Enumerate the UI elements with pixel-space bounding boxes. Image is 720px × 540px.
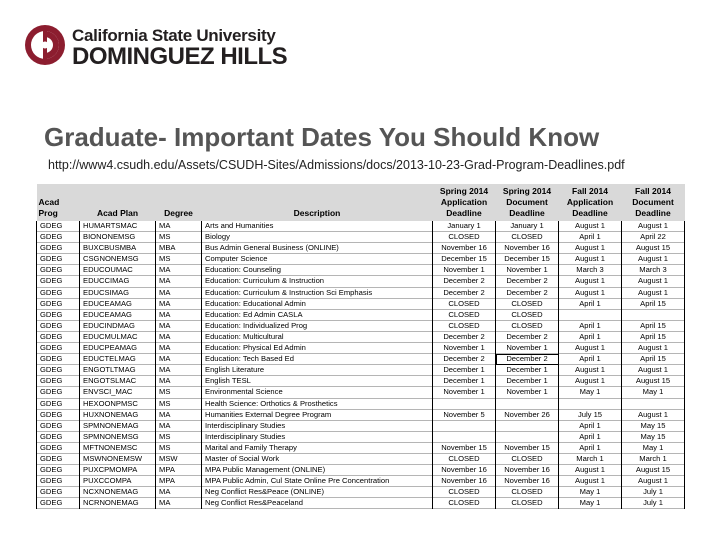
table-cell: MA	[156, 320, 202, 331]
table-row	[37, 431, 685, 442]
table-cell: May 15	[622, 420, 685, 431]
table-cell: April 15	[622, 354, 685, 365]
table-cell: EDUCTELMAG	[80, 354, 156, 365]
table-cell: November 16	[433, 476, 496, 487]
table-row	[37, 343, 685, 354]
table-cell: August 1	[559, 221, 622, 232]
table-cell: Education: Individualized Prog	[202, 320, 433, 331]
table-cell: November 16	[496, 476, 559, 487]
table-cell: CLOSED	[433, 498, 496, 509]
table-cell: CLOSED	[433, 320, 496, 331]
table-cell: March 1	[559, 453, 622, 464]
table-cell: November 5	[433, 409, 496, 420]
table-cell: Education: Educational Admin	[202, 298, 433, 309]
table-cell: GDEG	[37, 331, 80, 342]
table-cell: GDEG	[37, 276, 80, 287]
table-cell: MA	[156, 365, 202, 376]
column-header-line: Degree	[164, 208, 193, 218]
university-seal-icon	[24, 24, 66, 66]
table-cell: GDEG	[37, 453, 80, 464]
table-cell: MS	[156, 431, 202, 442]
table-cell: GDEG	[37, 420, 80, 431]
table-cell: April 22	[622, 232, 685, 243]
table-cell: Education: Ed Admin CASLA	[202, 309, 433, 320]
table-row	[37, 387, 685, 398]
table-cell: December 2	[496, 276, 559, 287]
table-cell: August 1	[559, 343, 622, 354]
table-cell: MA	[156, 409, 202, 420]
table-cell: May 1	[622, 387, 685, 398]
table-cell: December 2	[496, 354, 559, 365]
table-cell: EDUCPEAMAG	[80, 343, 156, 354]
table-cell: ENVSCI_MAC	[80, 387, 156, 398]
table-cell: GDEG	[37, 431, 80, 442]
table-cell: GDEG	[37, 365, 80, 376]
table-cell: Health Science: Orthotics & Prosthetics	[202, 398, 433, 409]
column-header-line: Application	[566, 197, 614, 207]
table-cell: MS	[156, 232, 202, 243]
page-title: Graduate- Important Dates You Should Know	[44, 122, 600, 152]
table-cell: ENGOTLTMAG	[80, 365, 156, 376]
table-cell: CLOSED	[496, 453, 559, 464]
table-cell: December 1	[433, 376, 496, 387]
table-cell	[433, 398, 496, 409]
table-cell: Arts and Humanities	[202, 221, 433, 232]
table-cell: GDEG	[37, 387, 80, 398]
table-row	[37, 498, 685, 509]
table-cell: CLOSED	[496, 487, 559, 498]
table-cell: December 2	[433, 287, 496, 298]
table-cell: Environmental Science	[202, 387, 433, 398]
table-cell: August 1	[622, 254, 685, 265]
table-cell: GDEG	[37, 442, 80, 453]
table-cell: November 1	[433, 265, 496, 276]
table-cell: August 1	[559, 254, 622, 265]
table-cell: GDEG	[37, 243, 80, 254]
table-cell: SPMNONEMAG	[80, 420, 156, 431]
table-cell	[496, 398, 559, 409]
table-cell: GDEG	[37, 409, 80, 420]
table-cell: August 1	[559, 243, 622, 254]
table-cell: GDEG	[37, 309, 80, 320]
table-cell: November 1	[433, 343, 496, 354]
table-row	[37, 365, 685, 376]
table-cell: August 1	[559, 365, 622, 376]
table-cell: MA	[156, 343, 202, 354]
column-header-line: Spring 2014	[439, 186, 489, 196]
table-cell: CLOSED	[496, 298, 559, 309]
table-row	[37, 298, 685, 309]
table-cell: May 15	[622, 431, 685, 442]
table-cell: March 3	[622, 265, 685, 276]
table-cell: MA	[156, 331, 202, 342]
column-header-line: Fall 2014	[635, 186, 671, 196]
table-cell: November 15	[433, 442, 496, 453]
column-header-line: Deadline	[572, 208, 608, 218]
table-cell: NCXNONEMAG	[80, 487, 156, 498]
table-row	[37, 487, 685, 498]
table-cell: Bus Admin General Business (ONLINE)	[202, 243, 433, 254]
table-cell: GDEG	[37, 254, 80, 265]
table-cell: MS	[156, 387, 202, 398]
table-row	[37, 309, 685, 320]
table-cell: CLOSED	[433, 453, 496, 464]
table-cell: August 1	[559, 376, 622, 387]
table-cell: January 1	[496, 221, 559, 232]
table-cell: December 2	[433, 331, 496, 342]
table-cell: April 1	[559, 354, 622, 365]
table-cell: August 15	[622, 243, 685, 254]
table-cell: July 15	[559, 409, 622, 420]
table-cell: August 1	[559, 465, 622, 476]
table-cell: SPMNONEMSG	[80, 431, 156, 442]
table-cell: English Literature	[202, 365, 433, 376]
table-cell: GDEG	[37, 376, 80, 387]
table-cell: CLOSED	[433, 298, 496, 309]
table-cell: December 15	[496, 254, 559, 265]
table-cell: CLOSED	[496, 320, 559, 331]
table-header-row	[37, 184, 685, 221]
table-cell: English TESL	[202, 376, 433, 387]
table-cell: May 1	[559, 387, 622, 398]
table-cell: July 1	[622, 498, 685, 509]
table-cell: MSW	[156, 453, 202, 464]
column-header-line: Deadline	[509, 208, 545, 218]
column-header-line: Deadline	[635, 208, 671, 218]
table-cell: MPA Public Admin, Cul State Online Pre Concentration	[202, 476, 433, 487]
table-cell: MS	[156, 254, 202, 265]
table-cell: August 1	[559, 276, 622, 287]
table-cell: November 1	[496, 343, 559, 354]
table-cell: GDEG	[37, 354, 80, 365]
table-row	[37, 409, 685, 420]
table-cell: December 2	[496, 287, 559, 298]
table-cell: MA	[156, 309, 202, 320]
column-header-line: Document	[506, 197, 548, 207]
column-header	[156, 184, 202, 221]
table-cell: August 1	[622, 365, 685, 376]
table-cell: Interdisciplinary Studies	[202, 420, 433, 431]
table-row	[37, 331, 685, 342]
table-cell: MBA	[156, 243, 202, 254]
table-cell: January 1	[433, 221, 496, 232]
table-cell: November 1	[496, 387, 559, 398]
table-cell	[433, 431, 496, 442]
table-cell: May 1	[559, 487, 622, 498]
table-cell: March 3	[559, 265, 622, 276]
table-row	[37, 398, 685, 409]
table-cell: MPA	[156, 476, 202, 487]
table-row	[37, 232, 685, 243]
table-cell: MA	[156, 276, 202, 287]
table-row	[37, 320, 685, 331]
table-cell: August 1	[622, 409, 685, 420]
table-row	[37, 376, 685, 387]
table-cell: Humanities External Degree Program	[202, 409, 433, 420]
table-cell: Education: Curriculum & Instruction Sci Emphasis	[202, 287, 433, 298]
table-cell: Education: Curriculum & Instruction	[202, 276, 433, 287]
table-cell: PUXCPMOMPA	[80, 465, 156, 476]
logo-campus-name: DOMINGUEZ HILLS	[72, 43, 288, 70]
deadlines-table-container	[36, 184, 684, 508]
column-header	[37, 184, 80, 221]
table-cell: CLOSED	[496, 232, 559, 243]
table-cell	[622, 398, 685, 409]
table-cell: August 1	[559, 476, 622, 487]
table-row	[37, 254, 685, 265]
column-header-line: Prog	[38, 208, 58, 218]
table-cell	[496, 420, 559, 431]
column-header-line: Application	[440, 197, 488, 207]
table-cell: GDEG	[37, 498, 80, 509]
table-cell: April 15	[622, 320, 685, 331]
table-cell: CSGNONEMSG	[80, 254, 156, 265]
column-header-line: Description	[293, 208, 341, 218]
column-header	[496, 184, 559, 221]
table-cell: EDUCMULMAC	[80, 331, 156, 342]
table-row	[37, 287, 685, 298]
source-link[interactable]: http://www4.csudh.edu/Assets/CSUDH-Sites/Admissions/docs/2013-10-23-Grad-Program-Deadlines.pdf	[48, 158, 625, 172]
column-header	[80, 184, 156, 221]
table-cell: CLOSED	[496, 498, 559, 509]
table-cell: December 15	[433, 254, 496, 265]
table-cell: MA	[156, 221, 202, 232]
table-cell: MSWNONEMSW	[80, 453, 156, 464]
table-cell: BIONONEMSG	[80, 232, 156, 243]
table-cell	[559, 309, 622, 320]
table-cell: HEXOONPMSC	[80, 398, 156, 409]
table-cell: GDEG	[37, 476, 80, 487]
table-cell: CLOSED	[433, 309, 496, 320]
column-header-line: Deadline	[446, 208, 482, 218]
table-cell: November 15	[496, 442, 559, 453]
column-header-line: Spring 2014	[502, 186, 552, 196]
table-cell: EDUCEAMAG	[80, 309, 156, 320]
table-row	[37, 221, 685, 232]
table-cell: GDEG	[37, 221, 80, 232]
table-cell: EDUCCIMAG	[80, 276, 156, 287]
table-cell: GDEG	[37, 398, 80, 409]
table-cell: MPA	[156, 465, 202, 476]
table-cell: November 16	[496, 243, 559, 254]
table-cell: ENGOTSLMAC	[80, 376, 156, 387]
table-row	[37, 476, 685, 487]
column-header	[559, 184, 622, 221]
table-cell: April 1	[559, 420, 622, 431]
column-header	[433, 184, 496, 221]
table-cell: MA	[156, 498, 202, 509]
table-cell	[496, 431, 559, 442]
table-cell: GDEG	[37, 343, 80, 354]
table-cell: April 1	[559, 232, 622, 243]
table-cell: BUXCBUSMBA	[80, 243, 156, 254]
table-cell: Marital and Family Therapy	[202, 442, 433, 453]
table-cell: GDEG	[37, 487, 80, 498]
table-cell: GDEG	[37, 287, 80, 298]
table-cell: November 16	[433, 243, 496, 254]
table-cell: GDEG	[37, 320, 80, 331]
table-cell: Education: Multicultural	[202, 331, 433, 342]
table-cell: MA	[156, 265, 202, 276]
column-header-line: Acad Plan	[96, 208, 139, 218]
table-cell: GDEG	[37, 465, 80, 476]
table-cell: May 1	[622, 442, 685, 453]
table-cell: December 1	[496, 365, 559, 376]
table-row	[37, 465, 685, 476]
table-row	[37, 276, 685, 287]
table-cell: November 16	[433, 465, 496, 476]
column-header-line: Acad	[38, 197, 60, 207]
table-cell: EDUCOUMAC	[80, 265, 156, 276]
table-cell: Education: Counseling	[202, 265, 433, 276]
table-cell: HUXNONEMAG	[80, 409, 156, 420]
table-cell: CLOSED	[433, 232, 496, 243]
table-cell: HUMARTSMAC	[80, 221, 156, 232]
table-cell: GDEG	[37, 232, 80, 243]
table-cell: April 1	[559, 298, 622, 309]
column-header-line: Document	[632, 197, 674, 207]
table-cell: August 1	[622, 476, 685, 487]
table-cell: MPA Public Management (ONLINE)	[202, 465, 433, 476]
table-cell: August 1	[622, 287, 685, 298]
table-cell: CLOSED	[433, 487, 496, 498]
table-cell: Master of Social Work	[202, 453, 433, 464]
table-cell: December 2	[496, 331, 559, 342]
table-cell: CLOSED	[496, 309, 559, 320]
table-cell: PUXCCOMPA	[80, 476, 156, 487]
table-cell: July 1	[622, 487, 685, 498]
table-row	[37, 453, 685, 464]
table-cell: December 1	[496, 376, 559, 387]
table-cell: MA	[156, 287, 202, 298]
table-cell: April 1	[559, 331, 622, 342]
table-cell: March 1	[622, 453, 685, 464]
table-cell: NCRNONEMAG	[80, 498, 156, 509]
table-cell: August 1	[622, 276, 685, 287]
table-cell: Education: Physical Ed Admin	[202, 343, 433, 354]
table-cell: August 1	[559, 287, 622, 298]
table-cell	[559, 398, 622, 409]
table-cell: MA	[156, 354, 202, 365]
table-cell: April 1	[559, 431, 622, 442]
table-cell: EDUCINDMAG	[80, 320, 156, 331]
table-cell: August 15	[622, 465, 685, 476]
table-cell: Computer Science	[202, 254, 433, 265]
table-cell: December 1	[433, 365, 496, 376]
table-cell: MA	[156, 376, 202, 387]
column-header-line: Fall 2014	[572, 186, 608, 196]
table-cell: November 16	[496, 465, 559, 476]
table-cell: Biology	[202, 232, 433, 243]
logo-university-name: California State University	[72, 26, 276, 45]
table-cell: MFTNONEMSC	[80, 442, 156, 453]
table-cell: August 15	[622, 376, 685, 387]
table-cell: April 15	[622, 331, 685, 342]
table-cell: Interdisciplinary Studies	[202, 431, 433, 442]
deadlines-table	[36, 184, 685, 509]
table-cell: April 1	[559, 442, 622, 453]
table-cell	[622, 309, 685, 320]
table-cell: April 1	[559, 320, 622, 331]
table-cell: November 26	[496, 409, 559, 420]
table-cell: MA	[156, 487, 202, 498]
table-cell: EDUCEAMAG	[80, 298, 156, 309]
table-row	[37, 265, 685, 276]
table-row	[37, 442, 685, 453]
table-cell: GDEG	[37, 298, 80, 309]
table-row	[37, 420, 685, 431]
table-cell: April 15	[622, 298, 685, 309]
table-body	[37, 221, 685, 509]
table-cell: MS	[156, 442, 202, 453]
table-cell: Education: Tech Based Ed	[202, 354, 433, 365]
table-cell: Neg Conflict Res&Peace (ONLINE)	[202, 487, 433, 498]
column-header	[202, 184, 433, 221]
table-cell: December 2	[433, 276, 496, 287]
table-cell: Neg Conflict Res&Peaceland	[202, 498, 433, 509]
table-cell: August 1	[622, 343, 685, 354]
table-row	[37, 243, 685, 254]
table-cell: GDEG	[37, 265, 80, 276]
table-cell: MS	[156, 398, 202, 409]
university-logo	[24, 24, 288, 70]
table-cell: December 2	[433, 354, 496, 365]
table-row	[37, 354, 685, 365]
table-cell: November 1	[496, 265, 559, 276]
table-cell	[433, 420, 496, 431]
table-cell: MA	[156, 298, 202, 309]
table-cell: MA	[156, 420, 202, 431]
table-cell: May 1	[559, 498, 622, 509]
table-cell: EDUCSIMAG	[80, 287, 156, 298]
table-cell: August 1	[622, 221, 685, 232]
column-header	[622, 184, 685, 221]
table-cell: November 1	[433, 387, 496, 398]
